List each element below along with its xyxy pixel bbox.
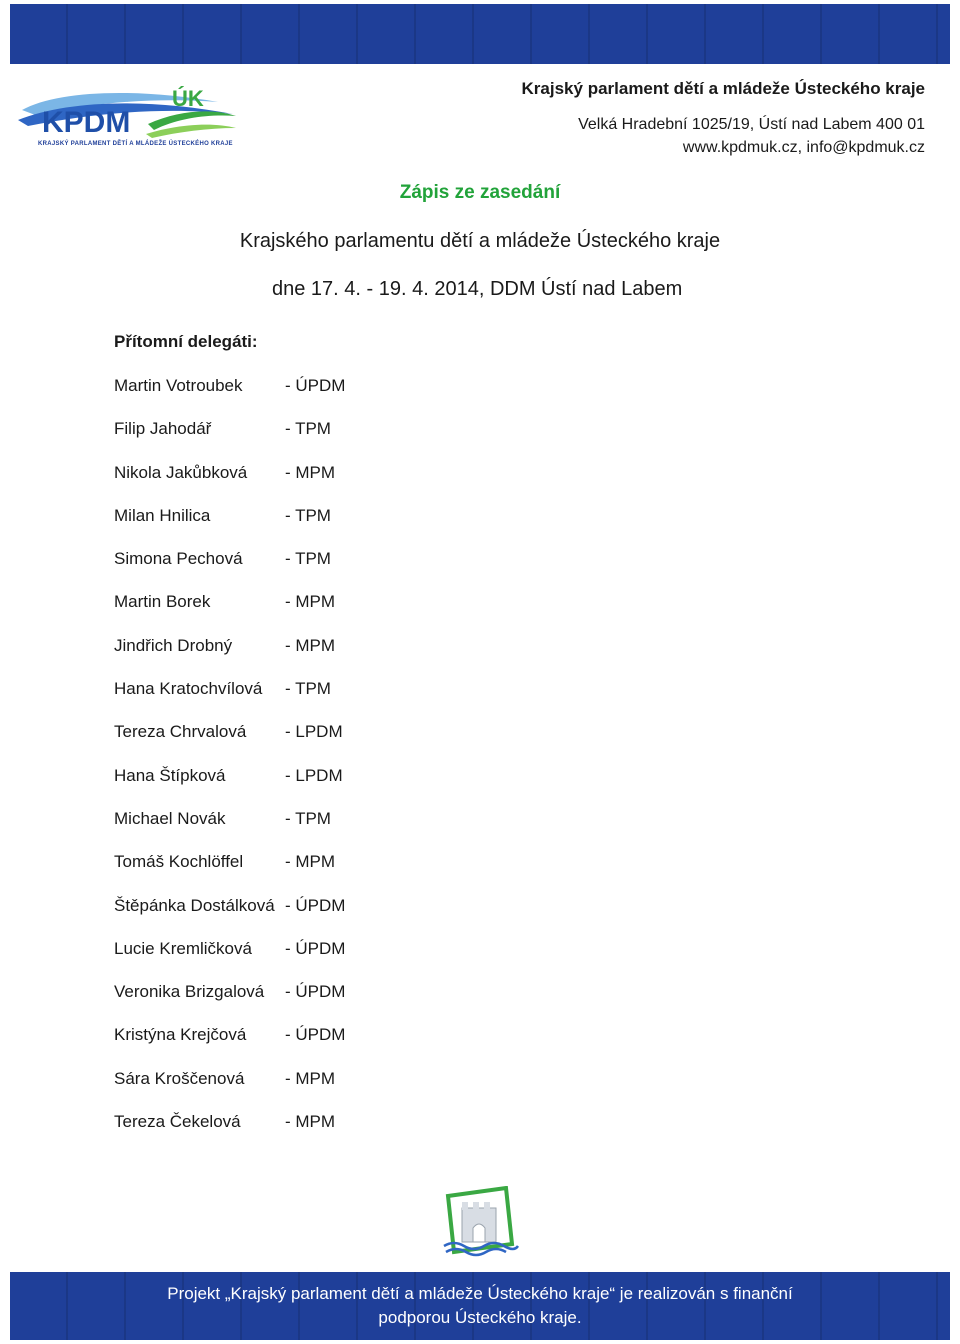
logo-uk-text: ÚK (172, 86, 204, 111)
delegate-name: Simona Pechová (114, 549, 243, 569)
delegate-row (114, 632, 345, 675)
delegate-name: Veronika Brizgalová (114, 982, 265, 1002)
delegate-organization: - MPM (285, 635, 336, 655)
document-title: Zápis ze zasedání (399, 182, 561, 203)
delegate-name: Tereza Chrvalová (114, 722, 247, 742)
delegate-name: Lucie Kremličková (114, 938, 252, 958)
delegate-name: Tomáš Kochlöffel (114, 852, 244, 872)
delegate-name: Štěpánka Dostálková (114, 895, 275, 915)
logo-kpdm-text: KPDM (42, 106, 131, 139)
delegate-name: Filip Jahodář (114, 419, 212, 439)
org-header (522, 78, 925, 159)
delegate-row (114, 588, 345, 631)
delegate-row (114, 1108, 345, 1151)
delegate-organization: - LPDM (285, 722, 343, 742)
delegate-organization: - MPM (285, 1112, 336, 1132)
delegate-organization: - MPM (285, 852, 336, 872)
org-web-email: www.kpdmuk.cz, info@kpdmuk.cz (682, 139, 925, 156)
delegate-row (114, 805, 345, 848)
delegate-name: Milan Hnilica (114, 505, 211, 525)
delegate-organization: - LPDM (285, 765, 343, 785)
delegate-row (114, 502, 345, 545)
delegate-row (114, 545, 345, 588)
delegates-list (114, 372, 345, 1151)
delegate-row (114, 459, 345, 502)
delegate-organization: - MPM (285, 462, 336, 482)
delegate-organization: - ÚPDM (285, 376, 346, 395)
delegate-organization: - TPM (285, 549, 331, 569)
org-name: Krajský parlament dětí a mládeže Ústeckého kraje (521, 79, 925, 98)
document-date: dne 17. 4. - 19. 4. 2014, DDM Ústí nad Labem (272, 278, 683, 300)
delegate-organization: - MPM (285, 1068, 336, 1088)
delegate-row (114, 762, 345, 805)
document-subtitle: Krajského parlamentu dětí a mládeže Ústeckého kraje (239, 230, 721, 252)
delegate-name: Tereza Čekelová (114, 1112, 241, 1132)
delegate-row (114, 892, 345, 935)
delegate-organization: - TPM (285, 808, 331, 828)
delegate-row (114, 1021, 345, 1064)
delegate-row (114, 935, 345, 978)
delegate-row (114, 372, 345, 415)
delegate-row (114, 848, 345, 891)
delegate-name: Nikola Jakůbková (114, 462, 248, 482)
delegates-heading: Přítomní delegáti: (114, 332, 258, 351)
delegate-row (114, 415, 345, 458)
tower-logo (440, 1186, 520, 1258)
delegate-name: Hana Kratochvílová (114, 679, 263, 699)
header-band (10, 4, 950, 64)
logo-subtitle: KRAJSKÝ PARLAMENT DĚTÍ A MLÁDEŽE ÚSTECKÉHO KRAJE (38, 141, 233, 147)
delegate-organization: - TPM (285, 419, 331, 439)
delegate-organization: - ÚPDM (285, 895, 346, 915)
footer-line-1: Projekt „Krajský parlament dětí a mládeže Ústeckého kraje“ je realizován s finanční (167, 1284, 793, 1303)
delegate-row (114, 978, 345, 1021)
delegate-name: Kristýna Krejčová (114, 1025, 247, 1045)
delegate-organization: - MPM (285, 592, 336, 612)
footer-band (10, 1272, 950, 1340)
footer-text (130, 1282, 830, 1330)
delegate-row (114, 718, 345, 761)
delegate-row (114, 675, 345, 718)
castle-tower-icon (440, 1186, 520, 1258)
delegate-organization: - ÚPDM (285, 1025, 346, 1045)
org-address: Velká Hradební 1025/19, Ústí nad Labem 400 01 (578, 116, 925, 133)
delegate-organization: - ÚPDM (285, 938, 346, 958)
delegate-organization: - TPM (285, 505, 331, 525)
delegate-name: Martin Borek (114, 592, 211, 612)
delegate-organization: - ÚPDM (285, 982, 346, 1002)
delegate-name: Martin Votroubek (114, 376, 243, 395)
delegate-name: Michael Novák (114, 808, 226, 828)
delegate-name: Hana Štípková (114, 765, 226, 785)
delegate-row (114, 1065, 345, 1108)
footer-line-2: podporou Ústeckého kraje. (378, 1308, 582, 1327)
delegate-name: Jindřich Drobný (114, 635, 233, 655)
delegate-organization: - TPM (285, 679, 331, 699)
delegate-name: Sára Kroščenová (114, 1068, 245, 1088)
